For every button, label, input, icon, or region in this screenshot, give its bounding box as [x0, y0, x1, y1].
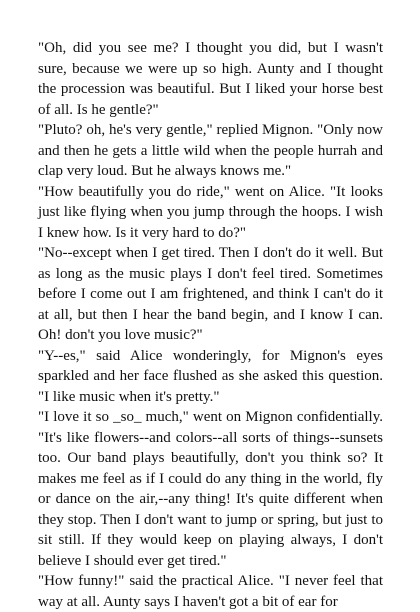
paragraph: "How funny!" said the practical Alice. "I never feel that way at all. Aunty says I haven't got a bit of ear for — [38, 573, 383, 610]
paragraph: "Y--es," said Alice wonderingly, for Mignon's eyes sparkled and her face flushed as she asked this question. "I like music when it's pretty." — [38, 347, 383, 405]
paragraph: "How beautifully you do ride," went on Alice. "It looks just like flying when you jump through the hoops. I wish I knew how. Is it very hard to do?" — [38, 183, 383, 241]
page-text — [38, 38, 383, 612]
paragraph: "Pluto? oh, he's very gentle," replied Mignon. "Only now and then he gets a little wild when the people hurrah and clap very loud. But he always knows me." — [38, 122, 383, 179]
paragraph: "No--except when I get tired. Then I don't do it well. But as long as the music plays I don't feel tired. Sometimes before I come out I am frightened, and think I can't do it at all, but then I hear the band begin, and I know I can. Oh! don't you love music?" — [38, 245, 383, 343]
paragraph: "I love it so _so_ much," went on Mignon confidentially. "It's like flowers--and colors--all sorts of things--sunsets too. Our band plays beautifully, don't you think so? It makes me feel as if I could do any thing in the world, fly or dance on the air,--any thing! It's quite different when they stop. Then I don't want to jump or spring, but just to sit still. If they would keep on playing always, I don't believe I should ever get tired." — [38, 409, 383, 569]
paragraph: "Oh, did you see me? I thought you did, but I wasn't sure, because we were up so high. Aunty and I thought the procession was beautiful. But I liked your horse best of all. Is he gentle?" — [38, 40, 383, 118]
